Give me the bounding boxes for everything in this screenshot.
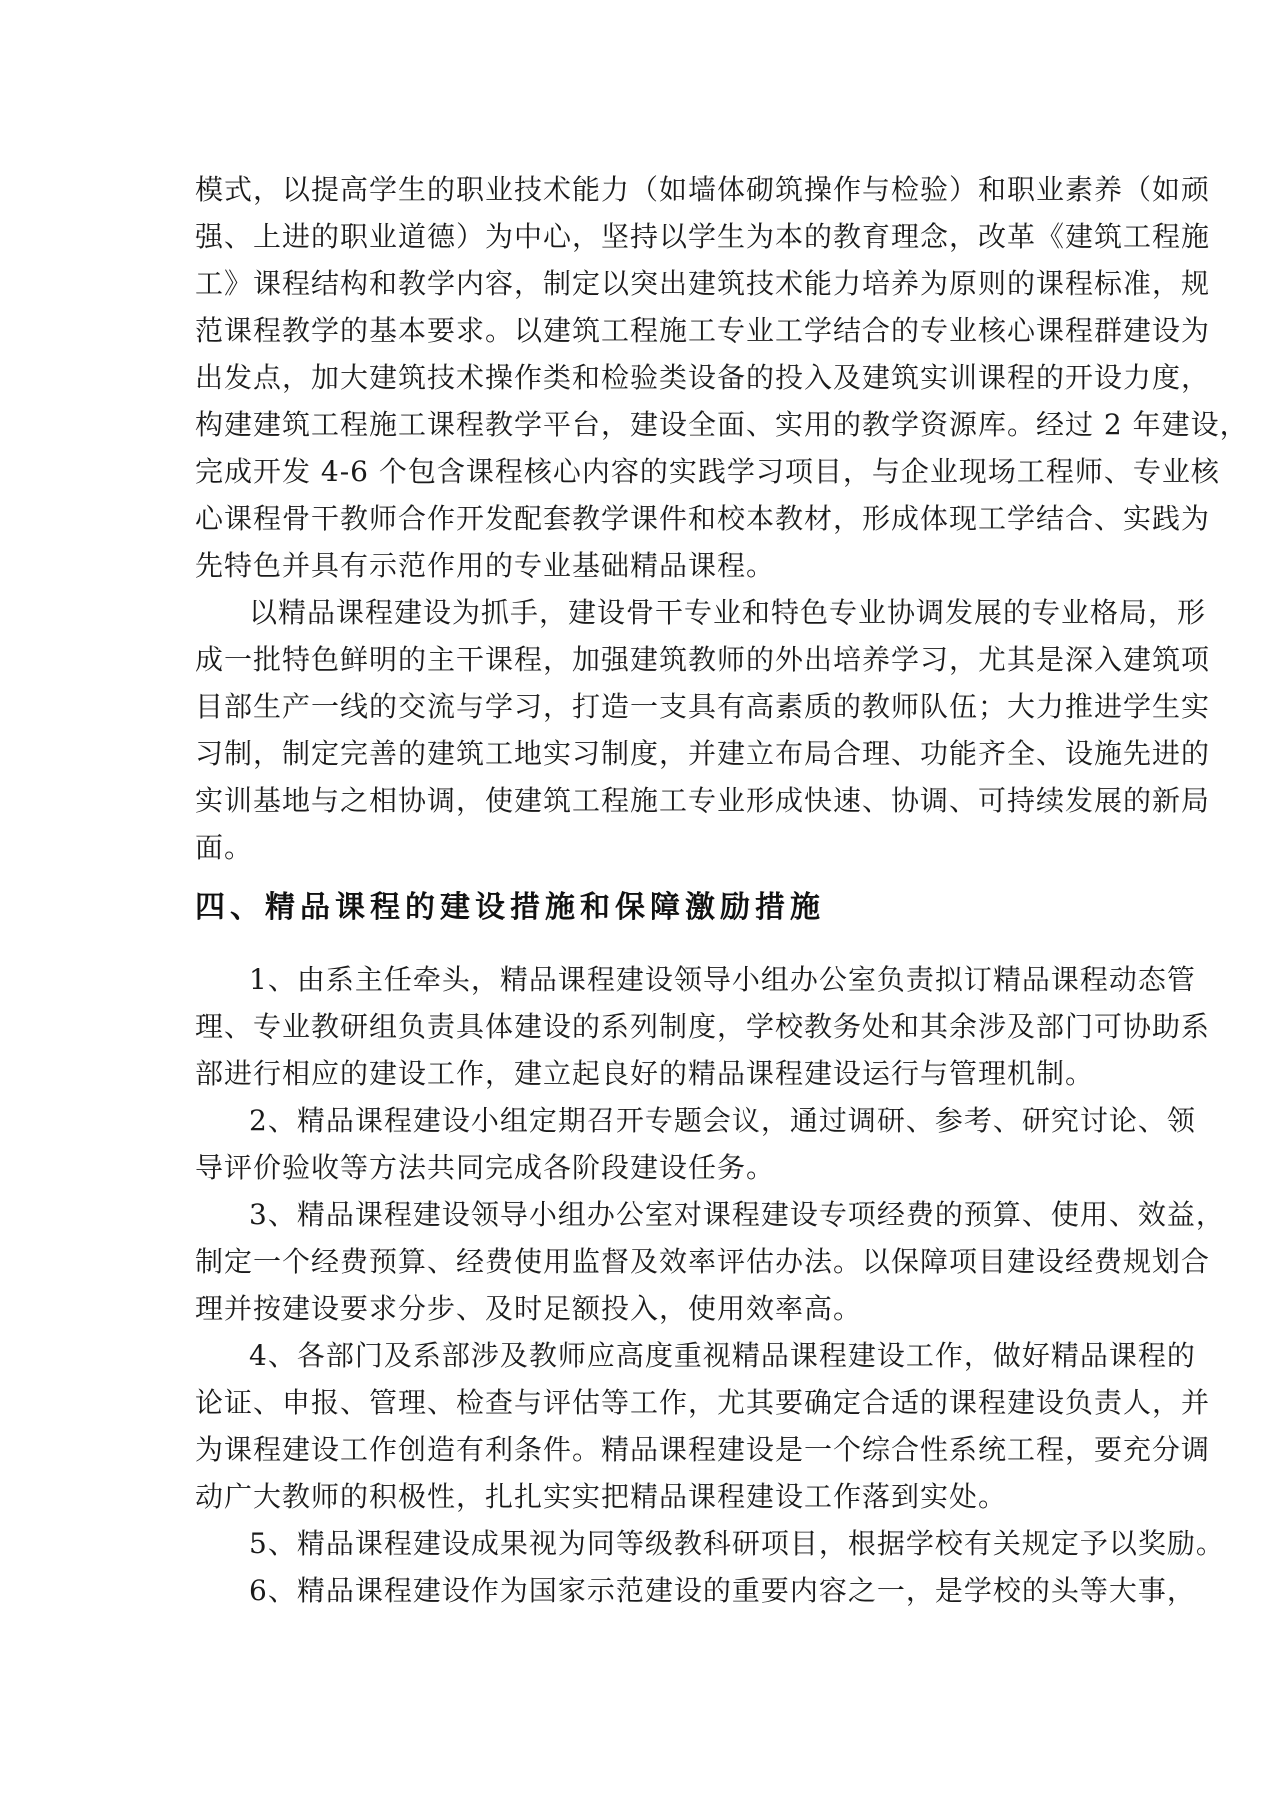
text-line: 论证、申报、管理、检查与评估等工作，尤其要确定合适的课程建设负责人，并 bbox=[195, 1386, 1211, 1419]
text-line: 部进行相应的建设工作，建立起良好的精品课程建设运行与管理机制。 bbox=[195, 1057, 1095, 1090]
text-line: 理并按建设要求分步、及时足额投入，使用效率高。 bbox=[195, 1292, 863, 1325]
text-line: 范课程教学的基本要求。以建筑工程施工专业工学结合的专业核心课程群建设为 bbox=[195, 314, 1211, 347]
paragraph bbox=[195, 166, 1249, 589]
text-line: 工》课程结构和教学内容，制定以突出建筑技术能力培养为原则的课程标准，规 bbox=[195, 267, 1211, 300]
measure-item bbox=[195, 1332, 1211, 1520]
text-line: 理、专业教研组负责具体建设的系列制度，学校教务处和其余涉及部门可协助系 bbox=[195, 1010, 1211, 1043]
text-line: 2、精品课程建设小组定期召开专题会议，通过调研、参考、研究讨论、领 bbox=[249, 1104, 1196, 1137]
text-line: 先特色并具有示范作用的专业基础精品课程。 bbox=[195, 549, 776, 582]
text-line: 5、精品课程建设成果视为同等级教科研项目，根据学校有关规定予以奖励。 bbox=[249, 1527, 1225, 1560]
text-line: 4、各部门及系部涉及教师应高度重视精品课程建设工作，做好精品课程的 bbox=[249, 1339, 1196, 1372]
text-line: 模式，以提高学生的职业技术能力（如墙体砌筑操作与检验）和职业素养（如顽 bbox=[195, 173, 1211, 206]
paragraph bbox=[195, 589, 1211, 871]
text-line: 3、精品课程建设领导小组办公室对课程建设专项经费的预算、使用、效益， bbox=[249, 1198, 1225, 1231]
document-page bbox=[195, 166, 1249, 1614]
text-line: 为课程建设工作创造有利条件。精品课程建设是一个综合性系统工程，要充分调 bbox=[195, 1433, 1211, 1466]
text-line: 导评价验收等方法共同完成各阶段建设任务。 bbox=[195, 1151, 776, 1184]
text-line: 动广大教师的积极性，扎扎实实把精品课程建设工作落到实处。 bbox=[195, 1480, 1008, 1513]
text-line: 强、上进的职业道德）为中心，坚持以学生为本的教育理念，改革《建筑工程施 bbox=[195, 220, 1211, 253]
text-line: 制定一个经费预算、经费使用监督及效率评估办法。以保障项目建设经费规划合 bbox=[195, 1245, 1211, 1278]
measure-item bbox=[195, 1191, 1225, 1332]
text-line: 心课程骨干教师合作开发配套教学课件和校本教材，形成体现工学结合、实践为 bbox=[195, 502, 1211, 535]
text-line: 习制，制定完善的建筑工地实习制度，并建立布局合理、功能齐全、设施先进的 bbox=[195, 737, 1211, 770]
text-line: 面。 bbox=[195, 831, 254, 864]
measure-item bbox=[195, 1567, 1196, 1614]
text-line: 6、精品课程建设作为国家示范建设的重要内容之一，是学校的头等大事， bbox=[249, 1574, 1196, 1607]
text-line: 实训基地与之相协调，使建筑工程施工专业形成快速、协调、可持续发展的新局 bbox=[195, 784, 1211, 817]
text-line: 1、由系主任牵头，精品课程建设领导小组办公室负责拟订精品课程动态管 bbox=[249, 963, 1196, 996]
text-line: 出发点，加大建筑技术操作类和检验类设备的投入及建筑实训课程的开设力度， bbox=[195, 361, 1211, 394]
measure-item bbox=[195, 1097, 1196, 1191]
text-line: 目部生产一线的交流与学习，打造一支具有高素质的教师队伍；大力推进学生实 bbox=[195, 690, 1211, 723]
text-line: 以精品课程建设为抓手，建设骨干专业和特色专业协调发展的专业格局，形 bbox=[249, 596, 1207, 629]
measure-item bbox=[195, 1520, 1225, 1567]
text-line: 成一批特色鲜明的主干课程，加强建筑教师的外出培养学习，尤其是深入建筑项 bbox=[195, 643, 1211, 676]
text-line: 完成开发 4-6 个包含课程核心内容的实践学习项目，与企业现场工程师、专业核 bbox=[195, 455, 1220, 488]
text-line: 构建建筑工程施工课程教学平台，建设全面、实用的教学资源库。经过 2 年建设， bbox=[195, 408, 1249, 441]
measures-list bbox=[195, 956, 1225, 1614]
measure-item bbox=[195, 956, 1211, 1097]
intro-section bbox=[195, 166, 1249, 871]
section-heading: 四、精品课程的建设措施和保障激励措施 bbox=[195, 890, 825, 925]
